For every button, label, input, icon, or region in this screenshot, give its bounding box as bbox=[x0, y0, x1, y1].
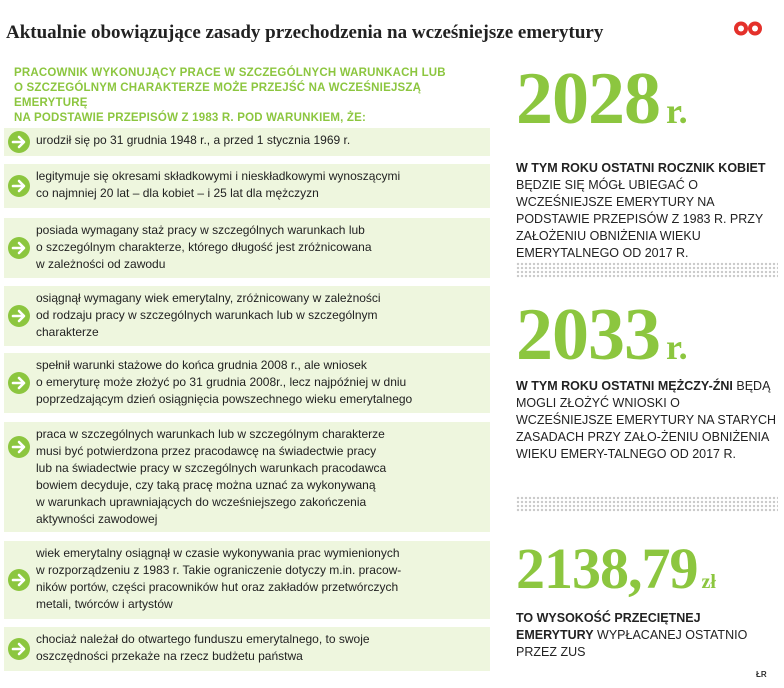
stat-description-text: BĘDĄ MOGLI ZŁOŻYĆ WNIOSKI O WCZEŚNIEJSZE EMERYTURY NA STARYCH ZASADACH PRZY ZAŁO-ŻENIU OBNIŻENIA WIEKU EMERY-TALNEGO OD 2017 R. bbox=[516, 379, 777, 461]
arrow-right-icon bbox=[8, 436, 30, 458]
stat-description bbox=[516, 378, 778, 463]
stat-description-text: BĘDZIE SIĘ MÓGŁ UBIEGAĆ O WCZEŚNIEJSZE EMERYTURY NA PODSTAWIE PRZEPISÓW Z 1983 R. PRZY ZAŁOŻENIU OBNIŻENIA WIEKU EMERYTALNEGO OD 2017 R. bbox=[516, 178, 764, 260]
arrow-right-icon bbox=[8, 131, 30, 153]
arrow-right-icon bbox=[8, 569, 30, 591]
stat-value: 2033 bbox=[516, 294, 660, 376]
stat-description bbox=[516, 610, 778, 661]
condition-text: praca w szczególnych warunkach lub w szczególnym charakterze musi być potwierdzona przez pracodawcę na świadectwie pracy lub na świadectwie pracy w szczególnych warunkach pracodawca bowiem decyduje, czy taką pracę można uznać za wykonywaną w warunkach uprawniających do wcześniejszego zakończenia aktywności zawodowej bbox=[36, 427, 387, 526]
condition-item bbox=[4, 353, 490, 413]
stat-description-bold: W TYM ROKU OSTATNI MĘŻCZY-ŹNI bbox=[516, 379, 733, 393]
condition-item bbox=[4, 286, 490, 346]
condition-text: spełnił warunki stażowe do końca grudnia 2008 r., ale wniosek o emeryturę może złożyć po 31 grudnia 2008r., lecz najpóźniej w dniu poprzedzającym dzień osiągnięcia powszechnego wieku emerytalnego bbox=[36, 358, 413, 406]
dotted-divider bbox=[516, 496, 778, 512]
stat-value: 2028 bbox=[516, 58, 660, 140]
stat-number-pension bbox=[516, 536, 778, 601]
condition-item bbox=[4, 218, 490, 278]
dotted-divider bbox=[516, 262, 778, 278]
stat-unit: r. bbox=[666, 91, 688, 131]
arrow-right-icon bbox=[8, 372, 30, 394]
arrow-right-icon bbox=[8, 237, 30, 259]
condition-text: legitymuje się okresami składkowymi i nieskładkowymi wynoszącymi co najmniej 20 lat – dla kobiet – i 25 lat dla mężczyzn bbox=[36, 169, 401, 200]
condition-item bbox=[4, 422, 490, 532]
stat-description bbox=[516, 160, 778, 262]
author-credit: ŁR bbox=[756, 670, 767, 679]
stat-description-bold: W TYM ROKU OSTATNI ROCZNIK KOBIET bbox=[516, 161, 766, 175]
arrow-right-icon bbox=[8, 638, 30, 660]
condition-item bbox=[4, 541, 490, 619]
condition-text: urodził się po 31 grudnia 1948 r., a przed 1 stycznia 1969 r. bbox=[36, 133, 351, 147]
stat-number-2028 bbox=[516, 58, 778, 140]
page-title: Aktualnie obowiązujące zasady przechodzenia na wcześniejsze emerytury bbox=[6, 22, 604, 43]
arrow-right-icon bbox=[8, 305, 30, 327]
stat-value: 2138,79 bbox=[516, 536, 698, 601]
condition-text: chociaż należał do otwartego funduszu emerytalnego, to swoje oszczędności przekaże na rzecz budżetu państwa bbox=[36, 632, 370, 663]
stat-unit: r. bbox=[666, 327, 688, 367]
condition-text: wiek emerytalny osiągnął w czasie wykonywania prac wymienionych w rozporządzeniu z 1983 r. Takie ograniczenie dotyczy m.in. pracow- ników portów, części pracowników hut oraz zakładów przetwórczych metali, twórców i artystów bbox=[36, 546, 402, 611]
arrow-right-icon bbox=[8, 175, 30, 197]
condition-item bbox=[4, 128, 490, 156]
condition-item bbox=[4, 164, 490, 208]
stat-unit: zł bbox=[701, 571, 716, 593]
stat-description-text: WYPŁACANEJ OSTATNIO PRZEZ ZUS bbox=[516, 628, 748, 659]
condition-text: posiada wymagany staż pracy w szczególnych warunkach lub o szczególnym charakterze, którego długość jest zróżnicowana w zależności od zawodu bbox=[36, 223, 372, 271]
intro-text: PRACOWNIK WYKONUJĄCY PRACE W SZCZEGÓLNYCH WARUNKACH LUB O SZCZEGÓLNYM CHARAKTERZE MOŻE PRZEJŚĆ NA WCZEŚNIEJSZĄ EMERYTURĘ NA PODSTAWIE PRZEPISÓW Z 1983 R. POD WARUNKIEM, ŻE: bbox=[14, 67, 446, 124]
condition-text: osiągnął wymagany wiek emerytalny, zróżnicowany w zależności od rodzaju pracy w szczególnych warunkach lub w szczególnym charakterze bbox=[36, 291, 381, 339]
stat-description-bold: TO WYSOKOŚĆ PRZECIĘTNEJ EMERYTURY bbox=[516, 611, 701, 642]
stat-number-2033 bbox=[516, 294, 778, 376]
condition-item bbox=[4, 627, 490, 671]
publisher-logo-icon bbox=[733, 20, 763, 37]
